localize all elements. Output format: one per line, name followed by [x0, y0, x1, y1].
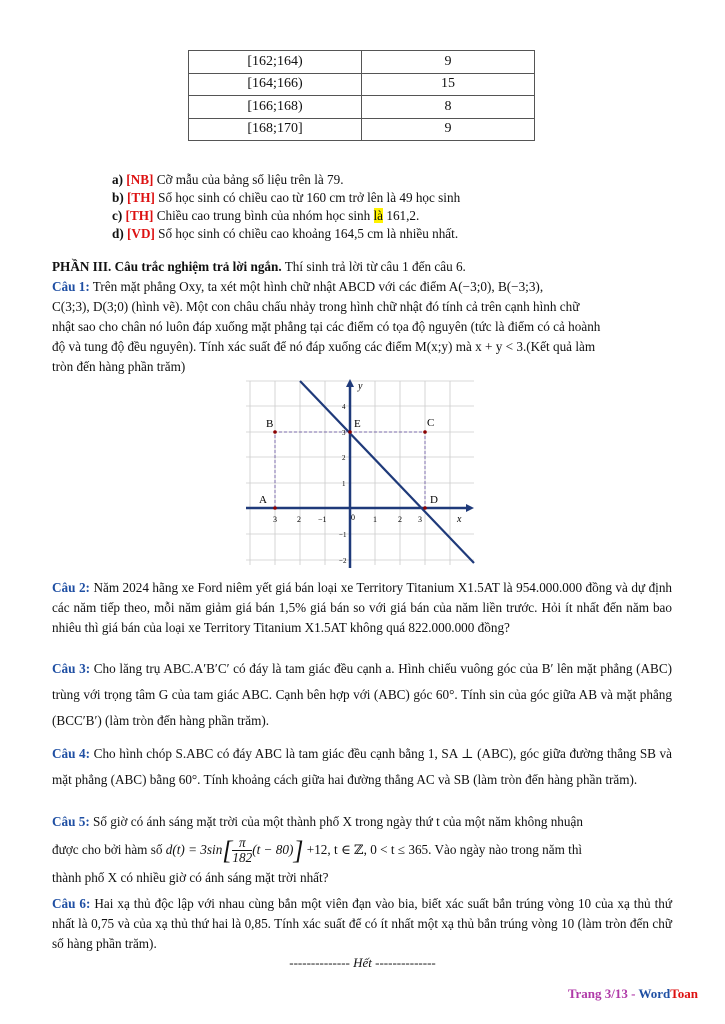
option-a: a) [NB] Cỡ mẫu của bảng số liệu trên là 79.	[112, 172, 344, 187]
y-tick: −2	[339, 557, 347, 565]
q3-label: Câu 3:	[52, 661, 91, 676]
q4-label: Câu 4:	[52, 746, 91, 761]
q5-formula-line: được cho bởi hàm số d(t) = 3sin[ $\frac{\pi}{182}$ (t − 80)] +12, t ∈ ℤ, 0 < t ≤ 365. Vào ngày nào trong năm thì	[52, 835, 583, 866]
option-b: b) [TH] Số học sinh có chiều cao từ 160 cm trở lên là 49 học sinh	[112, 190, 461, 205]
count-cell: 8	[362, 96, 535, 119]
y-tick: −1	[339, 531, 347, 539]
q5-label: Câu 5:	[52, 814, 90, 829]
part3-heading: PHẦN III. Câu trắc nghiệm trả lời ngắn. Thí sinh trả lời từ câu 1 đến câu 6.	[52, 259, 466, 274]
count-cell: 9	[362, 118, 535, 141]
page-number: Trang 3/13 - WordToan	[567, 986, 698, 1001]
q2-label: Câu 2:	[52, 580, 90, 595]
x-tick: 1	[373, 515, 377, 524]
q6-label: Câu 6:	[52, 896, 91, 911]
x-axis-arrow-icon	[466, 504, 474, 512]
table-row	[189, 96, 535, 119]
coordinate-graph	[246, 378, 476, 568]
end-marker: -------------- Hết --------------	[289, 955, 436, 970]
table-row	[189, 51, 535, 74]
axis-y-label: y	[358, 381, 363, 392]
frequency-table	[188, 50, 535, 141]
point-b	[273, 430, 277, 434]
x-tick: 3	[273, 515, 277, 524]
q1-label: Câu 1:	[52, 279, 90, 294]
point-a	[273, 506, 277, 510]
point-e	[348, 430, 352, 434]
axis-x-label: x	[457, 514, 462, 525]
y-tick: 2	[342, 454, 346, 462]
label-b: B	[266, 418, 274, 430]
option-c: c) [TH] Chiều cao trung bình của nhóm học sinh là 161,2.	[112, 208, 420, 223]
question-2-block: Câu 2: Năm 2024 hãng xe Ford niêm yết giá bán loại xe Territory Titanium X1.5AT là 954.000.000 đồng và dự định các năm tiếp theo, mỗi năm giảm giá bán 1,5% giá bán so với giá bán của năm liền trước. Hỏi ít nhất đến năm bao nhiêu thì giá bán của loại xe Territory Titanium X1.5AT không quá 822.000.000 đồng?	[52, 580, 673, 635]
range-cell: [162;164)	[189, 51, 362, 74]
range-cell: [164;166)	[189, 73, 362, 96]
label-c: C	[427, 417, 435, 429]
range-cell: [168;170]	[189, 118, 362, 141]
count-cell: 15	[362, 73, 535, 96]
line-x-plus-y-3	[300, 381, 474, 563]
x-tick: 3	[418, 515, 422, 524]
label-e: E	[354, 418, 361, 430]
question-5-block: Câu 5: Số giờ có ánh sáng mặt trời của một thành phố X trong ngày thứ t của một năm không nhuận được cho bởi hàm số d(t) = 3sin[ $\frac{\pi}{182}$ (t − 80)] +12, t ∈ ℤ, 0 < t ≤ 365. Vào ngày nào trong năm thì thành phố X có nhiều giờ có ánh sáng mặt trời nhất?	[52, 812, 672, 888]
option-d: d) [VD] Số học sinh có chiều cao khoảng 164,5 cm là nhiều nhất.	[112, 226, 459, 241]
question-1-block: PHẦN III. Câu trắc nghiệm trả lời ngắn. Thí sinh trả lời từ câu 1 đến câu 6. Câu 1: Trên mặt phẳng Oxy, ta xét một hình chữ nhật ABCD với các điểm A(−3;0), B(−3;3), C(3;3), D(3;0) (hình vẽ). Một con châu chấu nhảy trong hình chữ nhật đó tính cả trên cạnh hình chữ nhật sao cho chân nó luôn đáp xuống mặt phẳng tại các điểm có tọa độ nguyên (tức là điểm có cả hoành độ và tung độ đều nguyên). Tính xác suất để nó đáp xuống các điểm M(x;y) mà x + y < 3.(Kết quả làm tròn đến hàng phần trăm)	[52, 257, 672, 377]
y-tick: 4	[342, 403, 346, 411]
question-6-block: Câu 6: Hai xạ thủ độc lập với nhau cùng bắn một viên đạn vào bia, biết xác suất bắn trúng vòng 10 của xạ thủ thứ nhất là 0,75 và của xạ thủ thứ hai là 0,85. Tính xác suất để có ít nhất một xạ thủ bắn trúng vòng 10 (làm tròn đến chữ số hàng phần trăm).	[52, 896, 672, 951]
y-axis-arrow-icon	[346, 379, 354, 387]
point-d	[423, 506, 427, 510]
label-a: A	[259, 494, 267, 506]
range-cell: [166;168)	[189, 96, 362, 119]
count-cell: 9	[362, 51, 535, 74]
table-row	[189, 73, 535, 96]
x-tick: −1	[318, 515, 327, 524]
y-tick: 3	[342, 429, 346, 437]
x-tick: 2	[297, 515, 301, 524]
question-4-block: Câu 4: Cho hình chóp S.ABC có đáy ABC là tam giác đều cạnh bằng 1, SA ⊥ (ABC), góc giữa đường thẳng SB và mặt phẳng (ABC) bằng 60°. Tính khoảng cách giữa hai đường thẳng AC và SB (làm tròn đến hàng phần trăm).	[52, 746, 673, 787]
formula: d(t) = 3sin[ $\frac{\pi}{182}$ (t − 80)]	[165, 835, 304, 866]
highlight-mark: là	[373, 208, 384, 223]
x-tick: 2	[398, 515, 402, 524]
y-tick: 1	[342, 480, 346, 488]
table-row	[189, 118, 535, 141]
x-tick: 0	[351, 513, 355, 522]
label-d: D	[430, 494, 438, 506]
grid-lines	[246, 381, 474, 565]
answer-options	[112, 171, 460, 243]
point-c	[423, 430, 427, 434]
question-3-block: Câu 3: Cho lăng trụ ABC.A′B′C′ có đáy là tam giác đều cạnh a. Hình chiếu vuông góc của B′ lên mặt phẳng (ABC) trùng với trọng tâm G của tam giác ABC. Cạnh bên hợp với (ABC) góc 60°. Tính sin của góc giữa AB và mặt phẳng (BCC′B′) (làm tròn đến hàng phần trăm).	[52, 661, 673, 728]
